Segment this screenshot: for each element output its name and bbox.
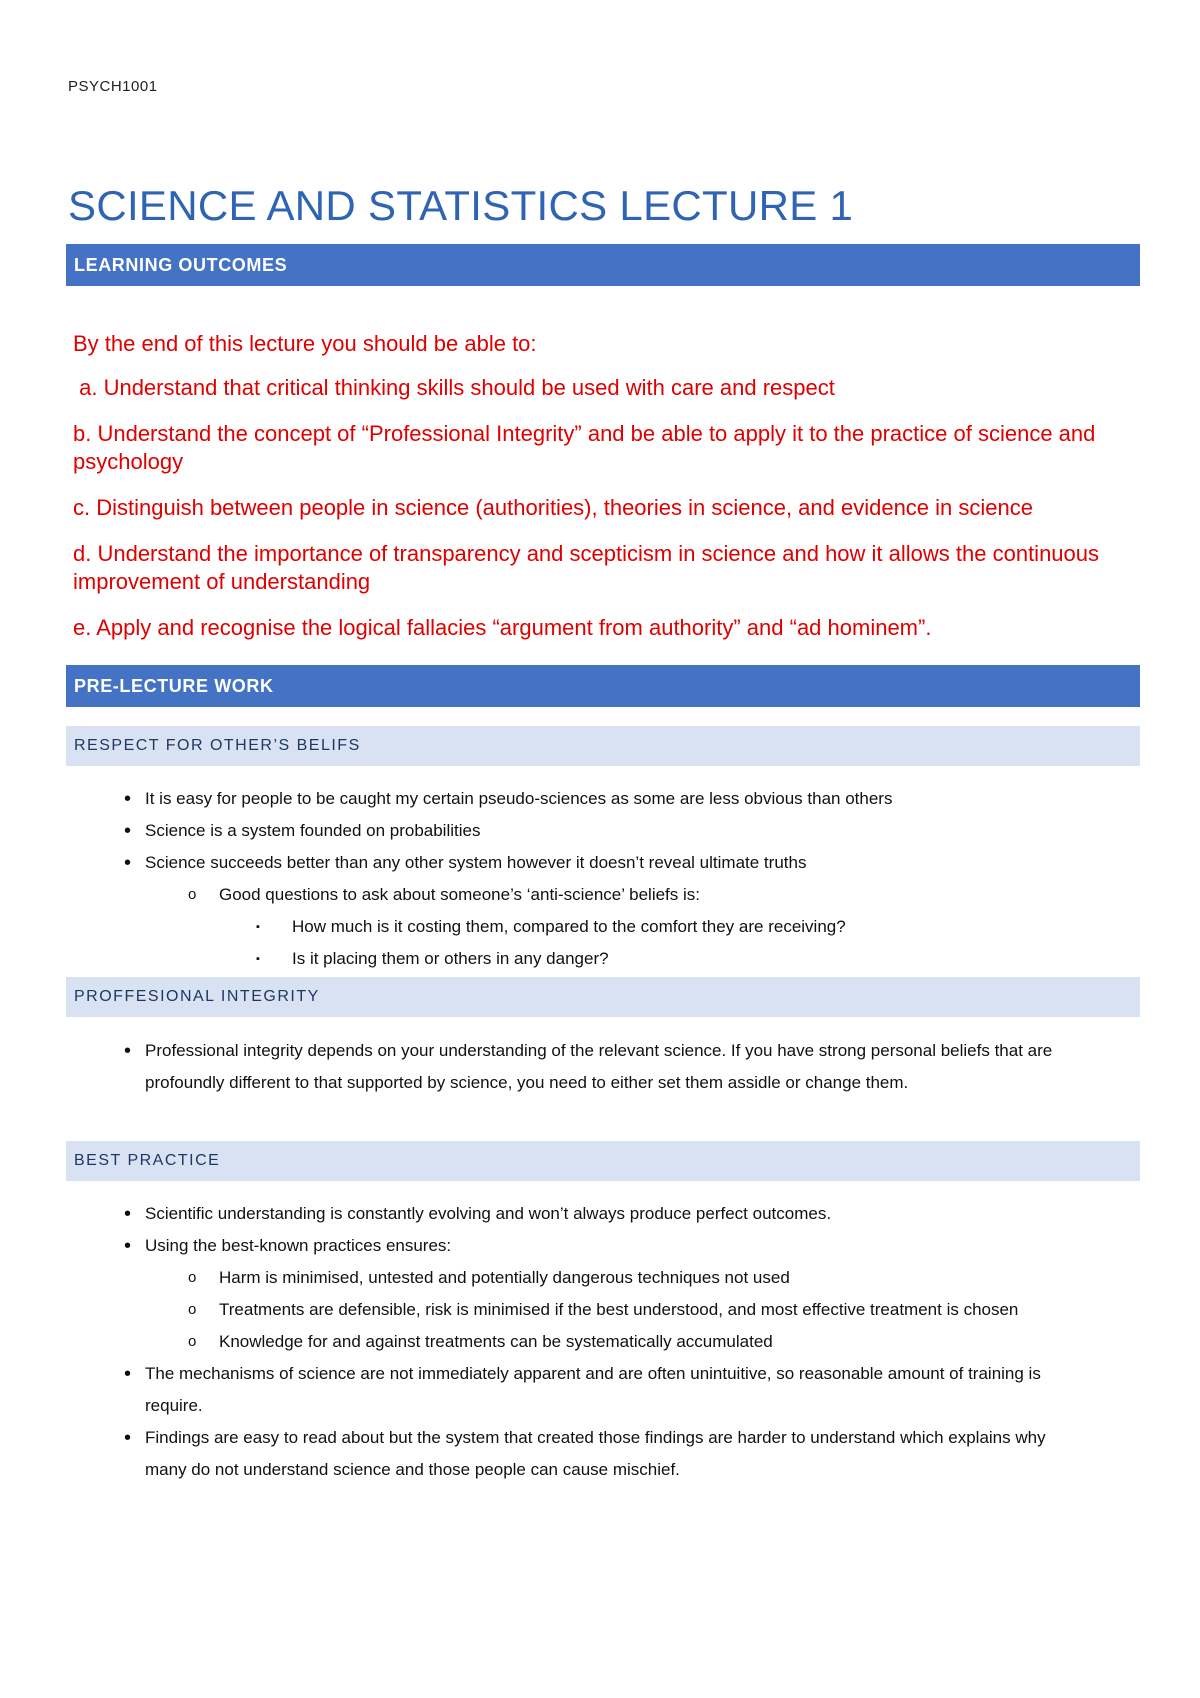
list-item xyxy=(0,879,1140,911)
best-practice-list xyxy=(0,1198,1140,1486)
list-item xyxy=(0,1294,1140,1326)
outcome-item: e. Apply and recognise the logical fallacies “argument from authority” and “ad hominem”. xyxy=(73,615,932,640)
list-item-text: Findings are easy to read about but the system that created those findings are harder to understand which explains why many do not understand science and those people can cause mischief. xyxy=(145,1428,1046,1479)
learning-outcomes-list xyxy=(73,330,1133,660)
list-item-text: Harm is minimised, untested and potentially dangerous techniques not used xyxy=(219,1268,790,1287)
list-item xyxy=(0,815,1140,847)
bullet-marker: • xyxy=(124,820,132,842)
list-item-text: The mechanisms of science are not immediately apparent and are often unintuitive, so reasonable amount of training is require. xyxy=(145,1364,1041,1415)
list-item xyxy=(0,1035,1140,1099)
list-item-text: How much is it costing them, compared to the comfort they are receiving? xyxy=(292,917,846,936)
outcome-item: a. Understand that critical thinking skills should be used with care and respect xyxy=(73,375,835,400)
list-item xyxy=(0,1262,1140,1294)
bullet-marker: • xyxy=(124,1427,132,1449)
list-item-text: Professional integrity depends on your understanding of the relevant science. If you have strong personal beliefs that are profoundly different to that supported by science, you need to either set them assidle or change them. xyxy=(145,1041,1053,1092)
list-item-text: Scientific understanding is constantly evolving and won’t always produce perfect outcomes. xyxy=(145,1204,832,1223)
list-item xyxy=(0,1326,1140,1358)
bullet-marker: o xyxy=(188,1333,197,1350)
page-title: SCIENCE AND STATISTICS LECTURE 1 xyxy=(68,182,854,229)
bullet-marker: • xyxy=(124,1040,132,1062)
outcome-item: d. Understand the importance of transparency and scepticism in science and how it allows the continuous improvement of understanding xyxy=(73,541,1100,594)
list-item-text: Is it placing them or others in any danger? xyxy=(292,949,609,968)
bullet-marker: • xyxy=(124,788,132,810)
best-practice-subheading: BEST PRACTICE xyxy=(66,1141,1140,1181)
bullet-marker: ▪ xyxy=(256,921,260,933)
bullet-marker: • xyxy=(124,1203,132,1225)
pre-lecture-heading: PRE-LECTURE WORK xyxy=(66,665,1140,707)
outcome-item: c. Distinguish between people in science (authorities), theories in science, and evidence in science xyxy=(73,495,1033,520)
bullet-marker: o xyxy=(188,886,197,903)
list-item xyxy=(0,911,1140,943)
integrity-subheading: PROFFESIONAL INTEGRITY xyxy=(66,977,1140,1017)
list-item-text: Using the best-known practices ensures: xyxy=(145,1236,452,1255)
list-item xyxy=(0,1422,1140,1486)
list-item xyxy=(0,1198,1140,1230)
list-item xyxy=(0,943,1140,975)
list-item xyxy=(0,783,1140,815)
outcome-item: b. Understand the concept of “Professional Integrity” and be able to apply it to the practice of science and psychology xyxy=(73,421,1096,474)
bullet-marker: o xyxy=(188,1301,197,1318)
integrity-list xyxy=(0,1035,1140,1099)
list-item-text: Science is a system founded on probabilities xyxy=(145,821,481,840)
list-item-text: Good questions to ask about someone’s ‘anti-science’ beliefs is: xyxy=(219,885,700,904)
course-code: PSYCH1001 xyxy=(68,78,158,95)
list-item xyxy=(0,1230,1140,1262)
bullet-marker: o xyxy=(188,1269,197,1286)
bullet-marker: ▪ xyxy=(256,953,260,965)
bullet-marker: • xyxy=(124,1363,132,1385)
learning-outcomes-heading: LEARNING OUTCOMES xyxy=(66,244,1140,286)
bullet-marker: • xyxy=(124,1235,132,1257)
learning-outcomes-lead: By the end of this lecture you should be able to: xyxy=(73,331,537,356)
list-item-text: Treatments are defensible, risk is minimised if the best understood, and most effective treatment is chosen xyxy=(219,1300,1019,1319)
list-item xyxy=(0,1358,1140,1422)
list-item-text: It is easy for people to be caught my certain pseudo-sciences as some are less obvious than others xyxy=(145,789,893,808)
list-item xyxy=(0,847,1140,879)
respect-list xyxy=(0,783,1140,975)
bullet-marker: • xyxy=(124,852,132,874)
respect-subheading: RESPECT FOR OTHER’S BELIFS xyxy=(66,726,1140,766)
list-item-text: Science succeeds better than any other system however it doesn’t reveal ultimate truths xyxy=(145,853,807,872)
list-item-text: Knowledge for and against treatments can be systematically accumulated xyxy=(219,1332,773,1351)
